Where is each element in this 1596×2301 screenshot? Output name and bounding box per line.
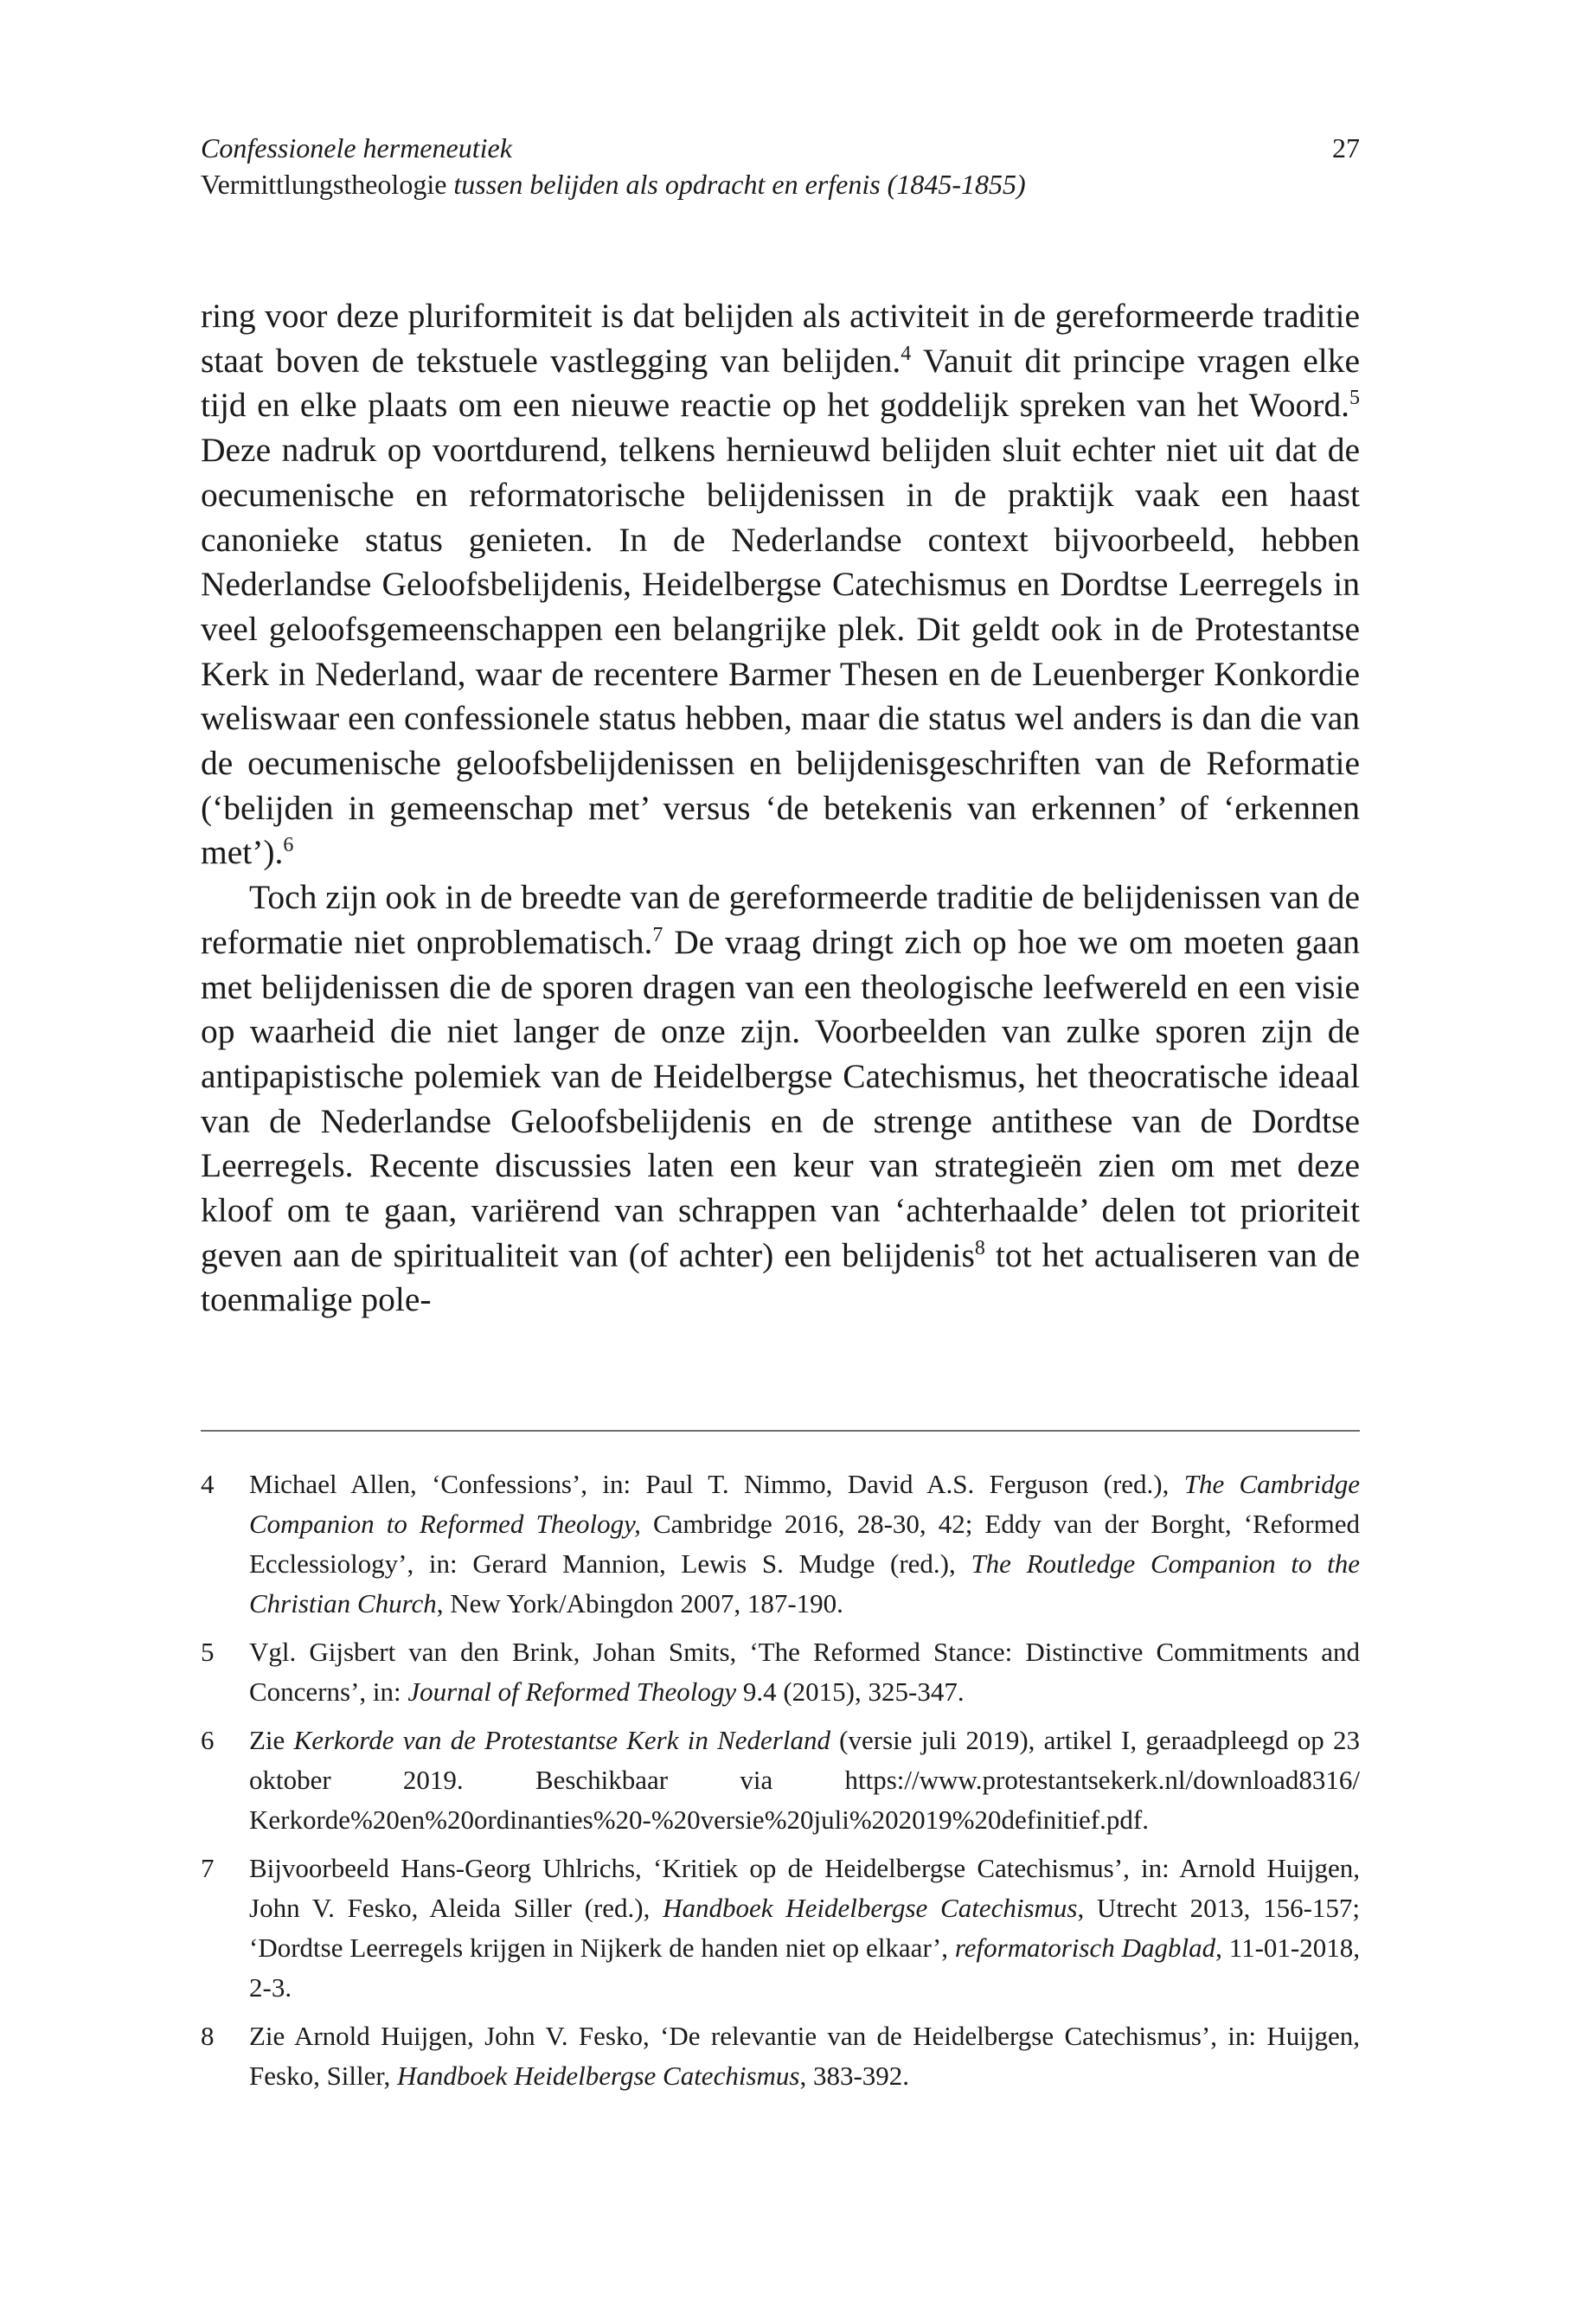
footnote-4 xyxy=(201,1465,1360,1624)
footnote-title: reformatorisch Dagblad xyxy=(954,1932,1216,1964)
footnote-divider xyxy=(201,1430,1360,1432)
footnote-title: Handboek Heidelbergse Catechismus xyxy=(663,1893,1078,1924)
footnote-segment: (versie juli 2019), artikel I, geraadpleegd op 23 oktober 2019. Beschikbaar via https://www.protestantsekerk.nl/download8316/​Kerkorde%20en%20ordinanties%20-%20versie%20juli%202019%20definitief.pdf. xyxy=(249,1725,1361,1836)
footnote-text xyxy=(249,1721,1360,1840)
footnote-5 xyxy=(201,1632,1360,1712)
footnote-6 xyxy=(201,1721,1360,1840)
footnote-title: Journal of Reformed Theology xyxy=(407,1676,737,1708)
footnote-ref-5[interactable]: 5 xyxy=(1349,387,1360,410)
footnote-segment: Zie Arnold Huijgen, John V. Fesko, ‘De relevantie van de Heidelbergse Catechismus’, in: Huijgen, Fesko, Siller, xyxy=(249,2021,1360,2092)
footnote-text xyxy=(249,1632,1360,1712)
footnote-segment: Bijvoorbeeld Hans-Georg Uhlrichs, ‘Kritiek op de Heidelbergse Catechismus’, in: Arnold Huijgen, John V. Fesko, Aleida Siller (red.), xyxy=(249,1853,1360,1924)
footnote-title: The Routledge Companion to the Christian Church xyxy=(249,1548,1360,1619)
footnote-7 xyxy=(201,1849,1360,2008)
footnote-segment: , 383-392. xyxy=(799,2061,910,2092)
footnote-title: Kerkorde van de Protestantse Kerk in Nederland xyxy=(293,1725,830,1756)
footnote-number: 4 xyxy=(201,1469,215,1500)
running-head xyxy=(201,130,1360,202)
paragraph-text: Vanuit dit principe vragen elke tijd en elke plaats om een nieuwe reactie op het goddelijk spreken van het Woord. xyxy=(201,341,1361,425)
footnote-ref-4[interactable]: 4 xyxy=(901,342,912,365)
running-head-subtitle-italic: tussen belijden als opdracht en erfenis (1845-1855) xyxy=(453,169,1026,200)
footnote-number: 8 xyxy=(201,2021,215,2052)
footnote-title: The Cambridge Companion to Reformed Theology, xyxy=(249,1469,1361,1540)
footnote-number: 5 xyxy=(201,1637,215,1668)
footnote-8 xyxy=(201,2016,1360,2096)
paragraph-text: De vraag dringt zich op hoe we om moeten gaan met belijdenissen die de sporen dragen van een theologische leefwereld en een visie op waarheid die niet langer de onze zijn. Voorbeelden van zulke sporen zijn de antipapistische polemiek van de Heidelbergse Catechismus, het theocratische ideaal van de Nederlandse Geloofsbelijdenis en de strenge antithese van de Dordtse Leerregels. Recente discussies laten een keur van strategieën zien om met deze kloof om te gaan, variërend van schrappen van ‘achterhaalde’ delen tot prioriteit geven aan de spiritualiteit van (of achter) een belijdenis xyxy=(201,922,1361,1274)
footnote-segment: Vgl. Gijsbert van den Brink, Johan Smits, ‘The Reformed Stance: Distinctive Commitments and Concerns’, in: xyxy=(249,1637,1360,1708)
footnote-text xyxy=(249,1465,1360,1624)
footnote-segment: Zie xyxy=(249,1725,294,1756)
footnote-number: 7 xyxy=(201,1853,215,1884)
footnote-text xyxy=(249,1849,1360,2008)
paragraph-text: tot het actualiseren van de toenmalige pole- xyxy=(201,1235,1360,1319)
footnote-segment: , Utrecht 2013, 156-157; ‘Dordtse Leerregels krijgen in Nijkerk de handen niet op elkaar’, xyxy=(249,1893,1360,1964)
footnote-segment: , 11-01-2018, 2-3. xyxy=(249,1932,1360,2003)
page xyxy=(201,130,1360,2105)
footnote-segment: Michael Allen, ‘Confessions’, in: Paul T. Nimmo, David A.S. Ferguson (red.), xyxy=(249,1469,1184,1500)
footnotes xyxy=(201,1465,1360,2096)
running-head-subtitle-roman: Vermittlungstheologie xyxy=(201,169,454,200)
paragraph-text: Deze nadruk op voortdurend, telkens hernieuwd belijden sluit echter niet uit dat de oecumenische en reformatorische belijdenissen in de praktijk vaak een haast canonieke status genieten. In de Nederlandse context bijvoorbeeld, hebben Nederlandse Geloofsbelijdenis, Heidelbergse Catechismus en Dordtse Leerregels in veel geloofsgemeenschappen een belangrijke plek. Dit geldt ook in de Protestantse Kerk in Nederland, waar de recentere Barmer Thesen en de Leuenberger Konkordie weliswaar een confessionele status hebben, maar die status wel anders is dan die van de oecumenische geloofsbelijdenissen en belijdenisgeschriften van de Reformatie (‘belijden in gemeenschap met’ versus ‘de betekenis van erkennen’ of ‘erkennen met’). xyxy=(201,431,1360,872)
running-head-title: Confessionele hermeneutiek xyxy=(201,132,512,163)
footnote-ref-8[interactable]: 8 xyxy=(974,1236,985,1259)
footnote-ref-7[interactable]: 7 xyxy=(652,923,663,946)
body-text xyxy=(201,294,1360,1323)
footnote-title: Handboek Heidelbergse Catechismus xyxy=(396,2061,800,2092)
footnote-segment: 9.4 (2015), 325-347. xyxy=(736,1676,965,1708)
paragraph-text: ring voor deze pluriformiteit is dat belijden als activiteit in de gereformeerde traditie staat boven de tekstuele vastlegging van belijden. xyxy=(201,297,1360,380)
footnote-segment: , New York/Abingdon 2007, 187-190. xyxy=(436,1588,843,1619)
paragraph-2 xyxy=(201,875,1360,1323)
running-head-subtitle xyxy=(201,166,1360,202)
footnote-number: 6 xyxy=(201,1725,215,1756)
paragraph-1 xyxy=(201,294,1360,875)
footnote-text xyxy=(249,2016,1360,2096)
footnote-segment: Cambridge 2016, 28-30, 42; Eddy van der Borght, ‘Reformed Ecclessiology’, in: Gerard Mannion, Lewis S. Mudge (red.), xyxy=(249,1509,1360,1580)
page-number: 27 xyxy=(1332,132,1360,163)
paragraph-text: Toch zijn ook in de breedte van de gereformeerde traditie de belijdenissen van de reformatie niet onproblematisch. xyxy=(201,878,1360,961)
footnote-ref-6[interactable]: 6 xyxy=(283,834,294,857)
